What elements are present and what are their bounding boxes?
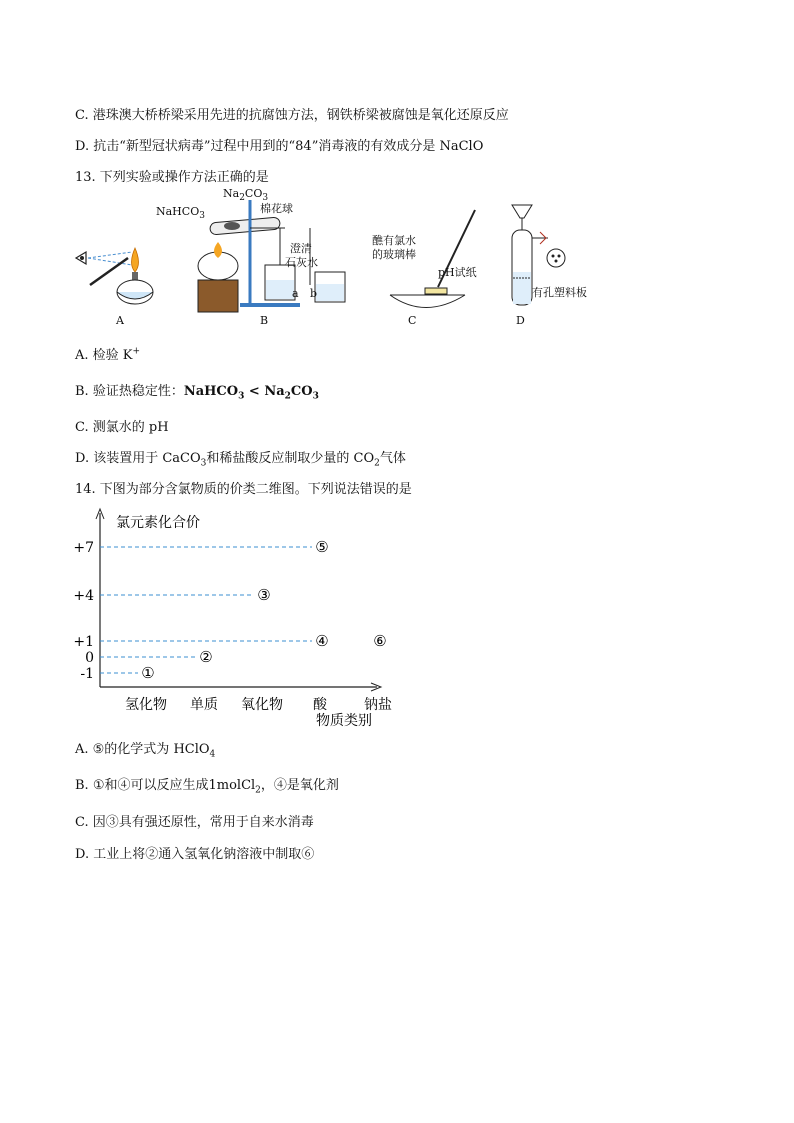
q12-option-c: C. 港珠澳大桥桥梁采用先进的抗腐蚀方法，钢铁桥梁被腐蚀是氧化还原反应 bbox=[75, 108, 509, 123]
q13-option-a: A. 检验 K+ bbox=[75, 346, 141, 363]
figure-b-lime-label-2: 石灰水 bbox=[285, 256, 318, 269]
figure-c-paper-label: pH试纸 bbox=[438, 266, 477, 279]
q12-option-d: D. 抗击“新型冠状病毒”过程中用到的“84”消毒液的有效成分是 NaClO bbox=[75, 139, 484, 154]
figure-b-beaker-b-label: b bbox=[310, 287, 318, 300]
y-axis-label: 氯元素化合价 bbox=[116, 515, 200, 531]
q13-option-b: B. 验证热稳定性：NaHCO$_3$ < $Na_2CO_3$ bbox=[75, 384, 319, 402]
y-tick-label: -1 bbox=[80, 666, 94, 682]
figure-c-label: C bbox=[408, 314, 417, 327]
data-point: ① bbox=[141, 664, 155, 682]
q14-option-b: B. ①和④可以反应生成1molCl$_2$，④是氧化剂 bbox=[75, 778, 339, 796]
q13-stem: 13. 下列实验或操作方法正确的是 bbox=[75, 170, 269, 185]
figure-b-nahco3-label: NaHCO$_3$ bbox=[156, 205, 205, 222]
q14-option-d: D. 工业上将②通入氢氧化钠溶液中制取⑥ bbox=[75, 847, 315, 862]
data-point: ② bbox=[199, 648, 213, 666]
figure-c-rod-label-2: 的玻璃棒 bbox=[372, 248, 416, 261]
x-tick-label: 钠盐 bbox=[364, 697, 392, 713]
x-tick-label: 单质 bbox=[190, 697, 218, 713]
y-tick-label: +4 bbox=[73, 588, 94, 604]
figure-b-cotton-label: 棉花球 bbox=[260, 202, 293, 215]
valence-category-chart bbox=[72, 505, 402, 735]
q13-option-c: C. 测氯水的 pH bbox=[75, 420, 169, 435]
figure-c-rod-label-1: 醮有氯水 bbox=[372, 234, 416, 247]
q13-apparatus-figures bbox=[70, 187, 630, 335]
q14-stem: 14. 下图为部分含氯物质的价类二维图。下列说法错误的是 bbox=[75, 482, 412, 497]
data-point: ⑥ bbox=[373, 632, 387, 650]
x-tick-label: 氢化物 bbox=[125, 697, 167, 713]
y-tick-label: +7 bbox=[73, 540, 94, 556]
q14-option-c: C. 因③具有强还原性，常用于自来水消毒 bbox=[75, 815, 314, 830]
figure-b-label: B bbox=[260, 314, 269, 327]
figure-a-flame-test bbox=[70, 210, 160, 325]
x-tick-label: 酸 bbox=[313, 697, 327, 713]
x-axis-label: 物质类别 bbox=[316, 713, 372, 729]
figure-d-plate-label: 有孔塑料板 bbox=[532, 286, 587, 299]
figure-a-label: A bbox=[116, 314, 124, 327]
data-point: ③ bbox=[257, 586, 271, 604]
data-point: ④ bbox=[315, 632, 329, 650]
x-tick-label: 氧化物 bbox=[241, 697, 283, 713]
q13-option-d: D. 该装置用于 CaCO$_3$和稀盐酸反应制取少量的 $CO_2$气体 bbox=[75, 451, 406, 469]
q14-option-a: A. ⑤的化学式为 HClO$_4$ bbox=[75, 742, 216, 760]
y-tick-label: 0 bbox=[85, 650, 94, 666]
y-tick-label: +1 bbox=[73, 634, 94, 650]
figure-b-na2co3-label: $Na_2CO_3$ bbox=[223, 187, 269, 204]
data-point: ⑤ bbox=[315, 538, 329, 556]
figure-b-beaker-a-label: a bbox=[292, 287, 299, 300]
figure-d-label: D bbox=[516, 314, 525, 327]
figure-b-lime-label-1: 澄清 bbox=[290, 242, 312, 255]
